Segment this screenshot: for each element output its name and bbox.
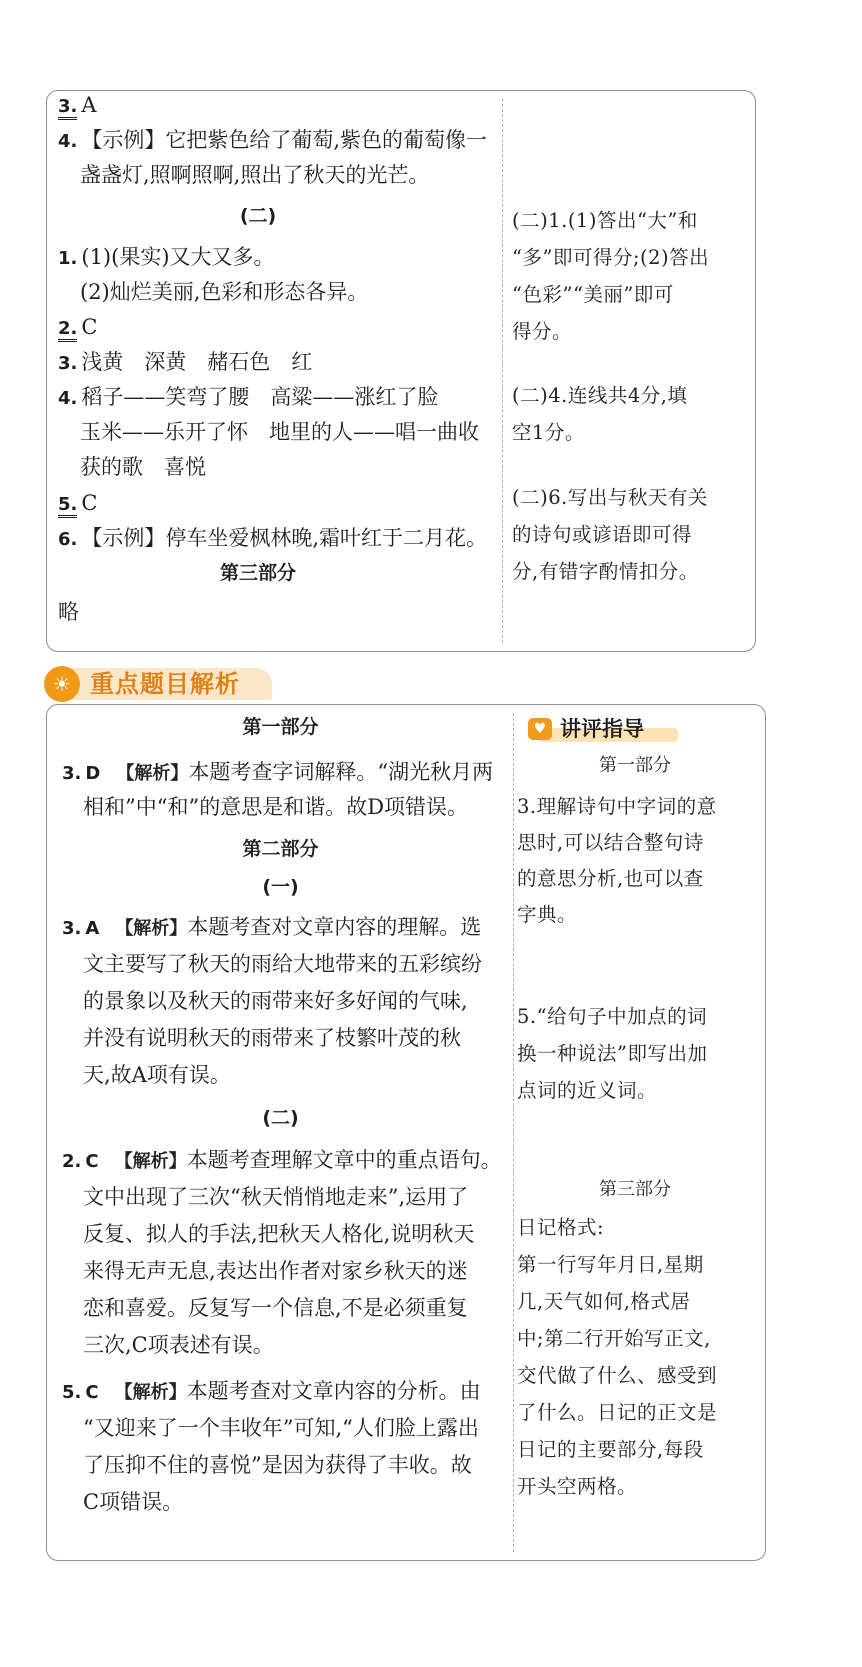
guide-badge <box>528 714 680 744</box>
note-line: “色彩”“美丽”即可 <box>512 283 674 306</box>
note-line: 字典。 <box>517 903 578 926</box>
note-line: (二)6.写出与秋天有关 <box>512 486 708 509</box>
note-heading: 第一部分 <box>599 755 671 776</box>
analysis-line: 文中出现了三次“秋天悄悄地走来”,运用了 <box>83 1185 469 1209</box>
note-line: (二)4.连线共4分,填 <box>512 384 688 407</box>
note-line: 的诗句或谚语即可得 <box>512 523 693 546</box>
list-item: 4. 稻子——笑弯了腰 高粱——涨红了脸 <box>58 385 439 409</box>
note-line: “多”即可得分;(2)答出 <box>512 246 710 269</box>
note-line: 空1分。 <box>512 421 585 444</box>
note-line: 开头空两格。 <box>517 1475 638 1498</box>
note-line: 得分。 <box>512 320 573 343</box>
note-line: 日记格式: <box>517 1216 605 1239</box>
analysis-line: 天,故A项有误。 <box>83 1063 231 1087</box>
section-heading: 第三部分 <box>219 562 296 584</box>
lightbulb-icon: ☀ <box>44 666 80 702</box>
list-item: 4. 【示例】它把紫色给了葡萄,紫色的葡萄像一 <box>58 128 488 152</box>
analysis-line: “又迎来了一个丰收年”可知,“人们脸上露出 <box>83 1416 479 1440</box>
note-line: (二)1.(1)答出“大”和 <box>512 209 698 232</box>
note-line: 点词的近义词。 <box>517 1079 658 1102</box>
list-item: 2. C <box>58 312 97 342</box>
note-line: 的意思分析,也可以查 <box>517 867 704 890</box>
analysis-item: 3. D 【解析】本题考查字词解释。“湖光秋月两 <box>62 760 494 784</box>
list-item: (2)灿烂美丽,色彩和形态各异。 <box>80 280 369 304</box>
banner-title: 重点题目解析 <box>90 670 240 698</box>
analysis-item: 3. A 【解析】本题考查对文章内容的理解。选 <box>62 915 482 939</box>
analysis-item: 5. C 【解析】本题考查对文章内容的分析。由 <box>62 1379 481 1403</box>
list-item: 获的歌 喜悦 <box>80 455 206 479</box>
note-line: 5.“给句子中加点的词 <box>517 1005 708 1028</box>
analysis-line: 三次,C项表述有误。 <box>83 1333 274 1357</box>
note-line: 3.理解诗句中字词的意 <box>517 795 717 818</box>
note-line: 中;第二行开始写正文, <box>517 1327 711 1350</box>
column-divider <box>502 99 503 643</box>
section-heading: (二) <box>262 1107 299 1129</box>
list-item: 3. A <box>58 90 97 120</box>
list-item: 1. (1)(果实)又大又多。 <box>58 245 275 269</box>
note-line: 了什么。日记的正文是 <box>517 1401 718 1424</box>
analysis-line: 恋和喜爱。反复写一个信息,不是必须重复 <box>83 1296 468 1320</box>
heart-icon: ♥ <box>528 718 552 740</box>
analysis-line: C项错误。 <box>83 1490 184 1514</box>
analysis-line: 了压抑不住的喜悦”是因为获得了丰收。故 <box>83 1453 472 1477</box>
note-line: 分,有错字酌情扣分。 <box>512 560 699 583</box>
list-item: 6. 【示例】停车坐爱枫林晚,霜叶红于二月花。 <box>58 526 488 550</box>
section-banner <box>44 666 276 702</box>
section-heading: 第二部分 <box>242 838 319 860</box>
analysis-line: 来得无声无息,表达出作者对家乡秋天的迷 <box>83 1259 468 1283</box>
column-divider <box>513 713 514 1552</box>
note-line: 思时,可以结合整句诗 <box>517 831 704 854</box>
note-line: 日记的主要部分,每段 <box>517 1438 704 1461</box>
analysis-line: 文主要写了秋天的雨给大地带来的五彩缤纷 <box>83 952 482 976</box>
analysis-line: 反复、拟人的手法,把秋天人格化,说明秋天 <box>83 1222 475 1246</box>
note-line: 第一行写年月日,星期 <box>517 1253 704 1276</box>
list-item: 略 <box>58 600 79 624</box>
list-item: 玉米——乐开了怀 地里的人——唱一曲收 <box>80 420 479 444</box>
list-item: 盏盏灯,照啊照啊,照出了秋天的光芒。 <box>80 163 430 187</box>
note-line: 交代做了什么、感受到 <box>517 1364 718 1387</box>
analysis-line: 相和”中“和”的意思是和谐。故D项错误。 <box>83 795 469 819</box>
section-heading: 第一部分 <box>242 716 319 738</box>
note-heading: 第三部分 <box>599 1179 671 1200</box>
analysis-item: 2. C 【解析】本题考查理解文章中的重点语句。 <box>62 1148 502 1172</box>
list-item: 3. 浅黄 深黄 赭石色 红 <box>58 350 313 374</box>
analysis-line: 的景象以及秋天的雨带来好多好闻的气味, <box>83 989 468 1013</box>
section-heading: (一) <box>262 876 299 898</box>
section-heading: (二) <box>239 205 277 227</box>
note-line: 几,天气如何,格式居 <box>517 1290 691 1313</box>
guide-label: 讲评指导 <box>560 717 644 741</box>
analysis-line: 并没有说明秋天的雨带来了枝繁叶茂的秋 <box>83 1026 461 1050</box>
list-item: 5. C <box>58 488 97 518</box>
note-line: 换一种说法”即写出加 <box>517 1042 708 1065</box>
